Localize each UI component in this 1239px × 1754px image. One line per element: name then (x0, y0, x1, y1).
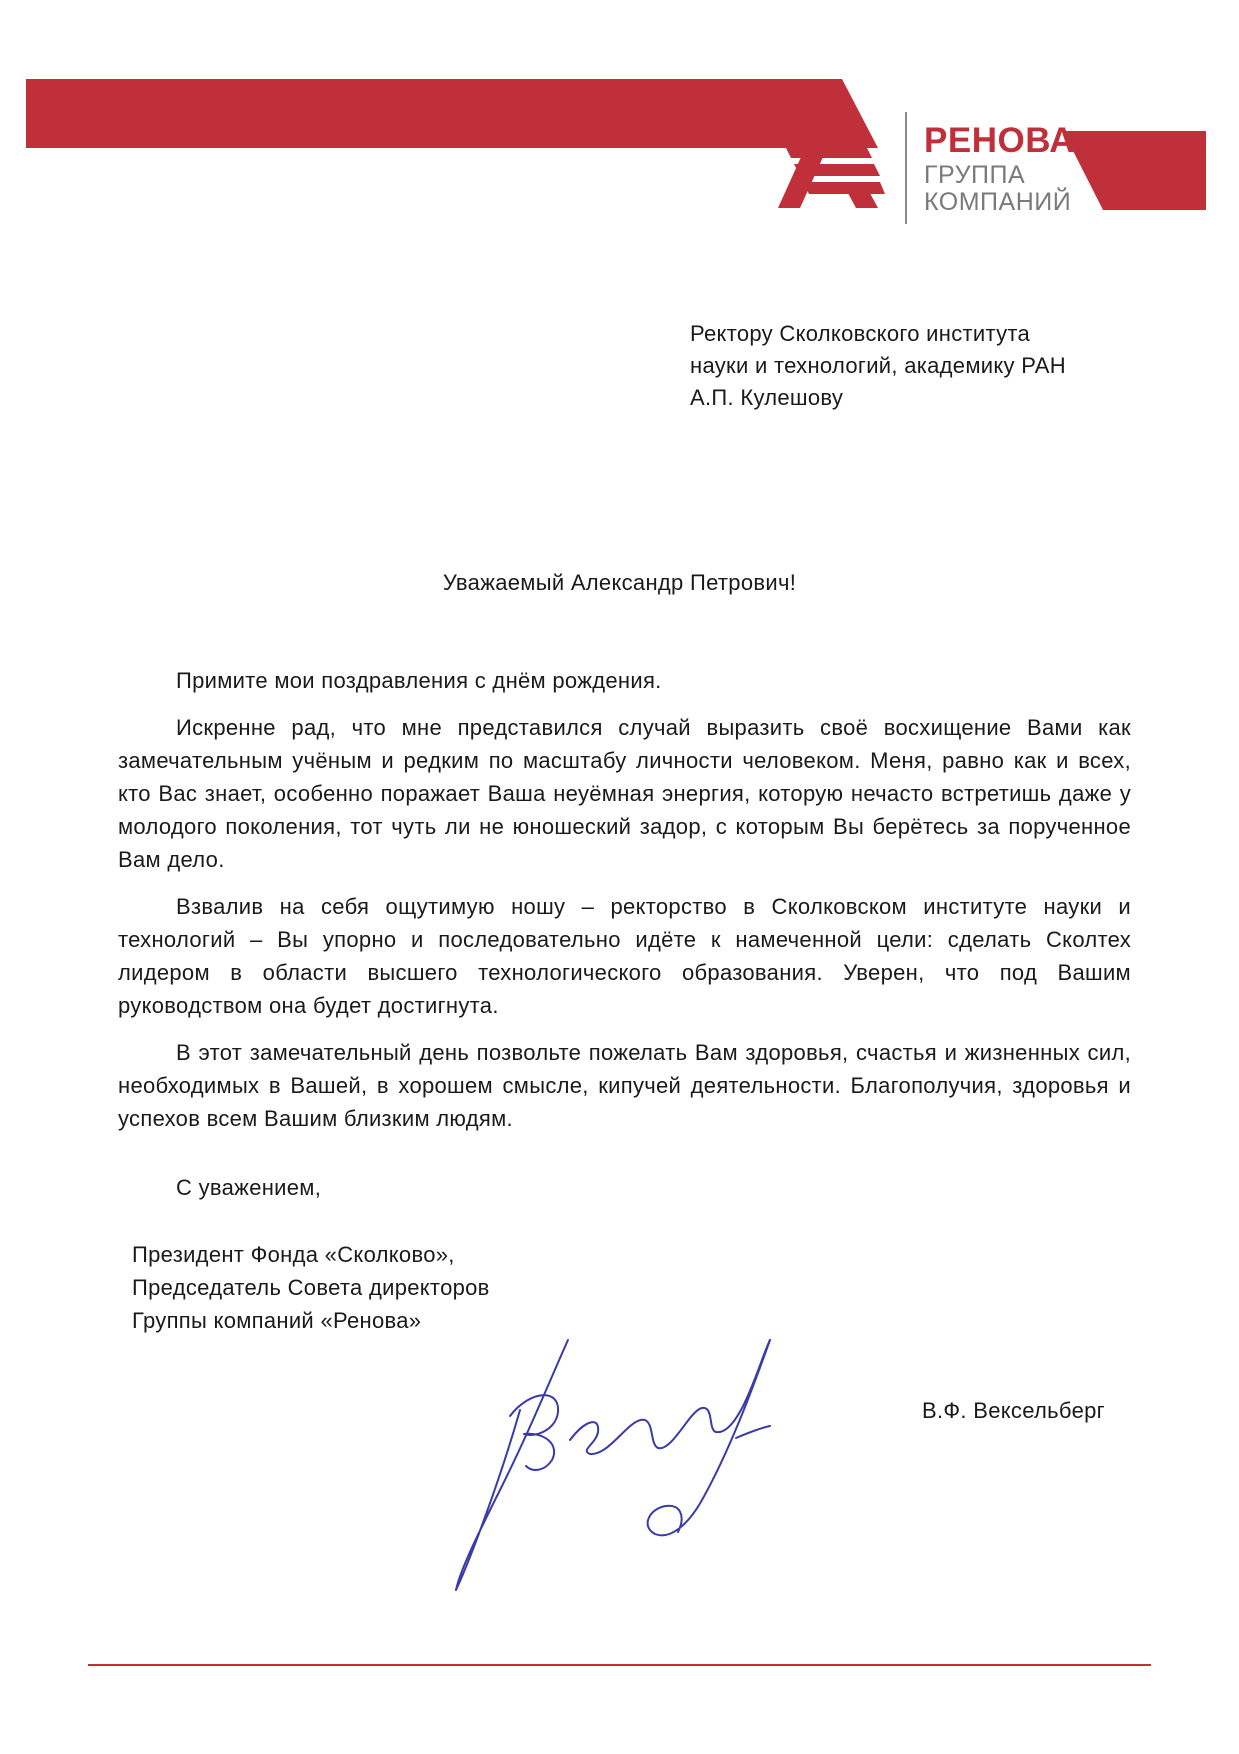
signer-name: В.Ф. Вексельберг (922, 1398, 1105, 1423)
signer-title-block (132, 1238, 490, 1337)
greeting: Уважаемый Александр Петрович! (442, 570, 797, 595)
signature-stroke (736, 1426, 770, 1438)
recipient-line: А.П. Кулешову (690, 385, 844, 410)
recipient-block (690, 318, 1066, 414)
footer-divider (88, 1664, 1151, 1666)
signer-title-line: Председатель Совета директоров (132, 1275, 490, 1300)
brand-subtitle-line2: КОМПАНИЙ (924, 188, 1072, 216)
logo-divider (905, 112, 907, 224)
letter-body (118, 664, 1131, 1149)
body-paragraph: В этот замечательный день позвольте пожелать Вам здоровья, счастья и жизненных сил, необходимых в Вашей, в хорошем смысле, кипучей деятельности. Благополучия, здоровья и успехов всем Вашим близким людям. (118, 1040, 1131, 1131)
closing: С уважением, (176, 1175, 322, 1200)
signature-stroke (648, 1340, 770, 1535)
brand-subtitle-line1: ГРУППА (924, 161, 1026, 189)
brand-title: РЕНОВА (924, 121, 1075, 160)
body-paragraph: Взвалив на себя ощутимую ношу – ректорство в Сколковском институте науки и технологий – Вы упорно и последовательно идёте к намеченной цели: сделать Сколтех лидером в области высшего технологического образования. Уверен, что под Вашим руководством она будет достигнута. (118, 894, 1131, 1018)
body-paragraph: Примите мои поздравления с днём рождения. (176, 668, 662, 693)
red-band (26, 79, 878, 148)
recipient-line: науки и технологий, академику РАН (690, 353, 1066, 378)
red-corner-shape (1063, 131, 1206, 210)
handwritten-signature (440, 1320, 880, 1640)
recipient-line: Ректору Сколковского института (690, 321, 1031, 346)
letterhead (0, 0, 1239, 240)
signature-stroke (456, 1340, 568, 1590)
signer-title-line: Группы компаний «Ренова» (132, 1308, 422, 1333)
signer-title-line: Президент Фонда «Сколково», (132, 1242, 455, 1267)
body-paragraph: Искренне рад, что мне представился случай выразить своё восхищение Вами как замечательным учёным и редким по масштабу личности человеком. Меня, равно как и всех, кто Вас знает, особенно поражает Ваша неуёмная энергия, которую нечасто встретишь даже у молодого поколения, тот чуть ли не юношеский задор, с которым Вы берётесь за порученное Вам дело. (118, 715, 1131, 872)
signature-stroke (510, 1395, 558, 1470)
